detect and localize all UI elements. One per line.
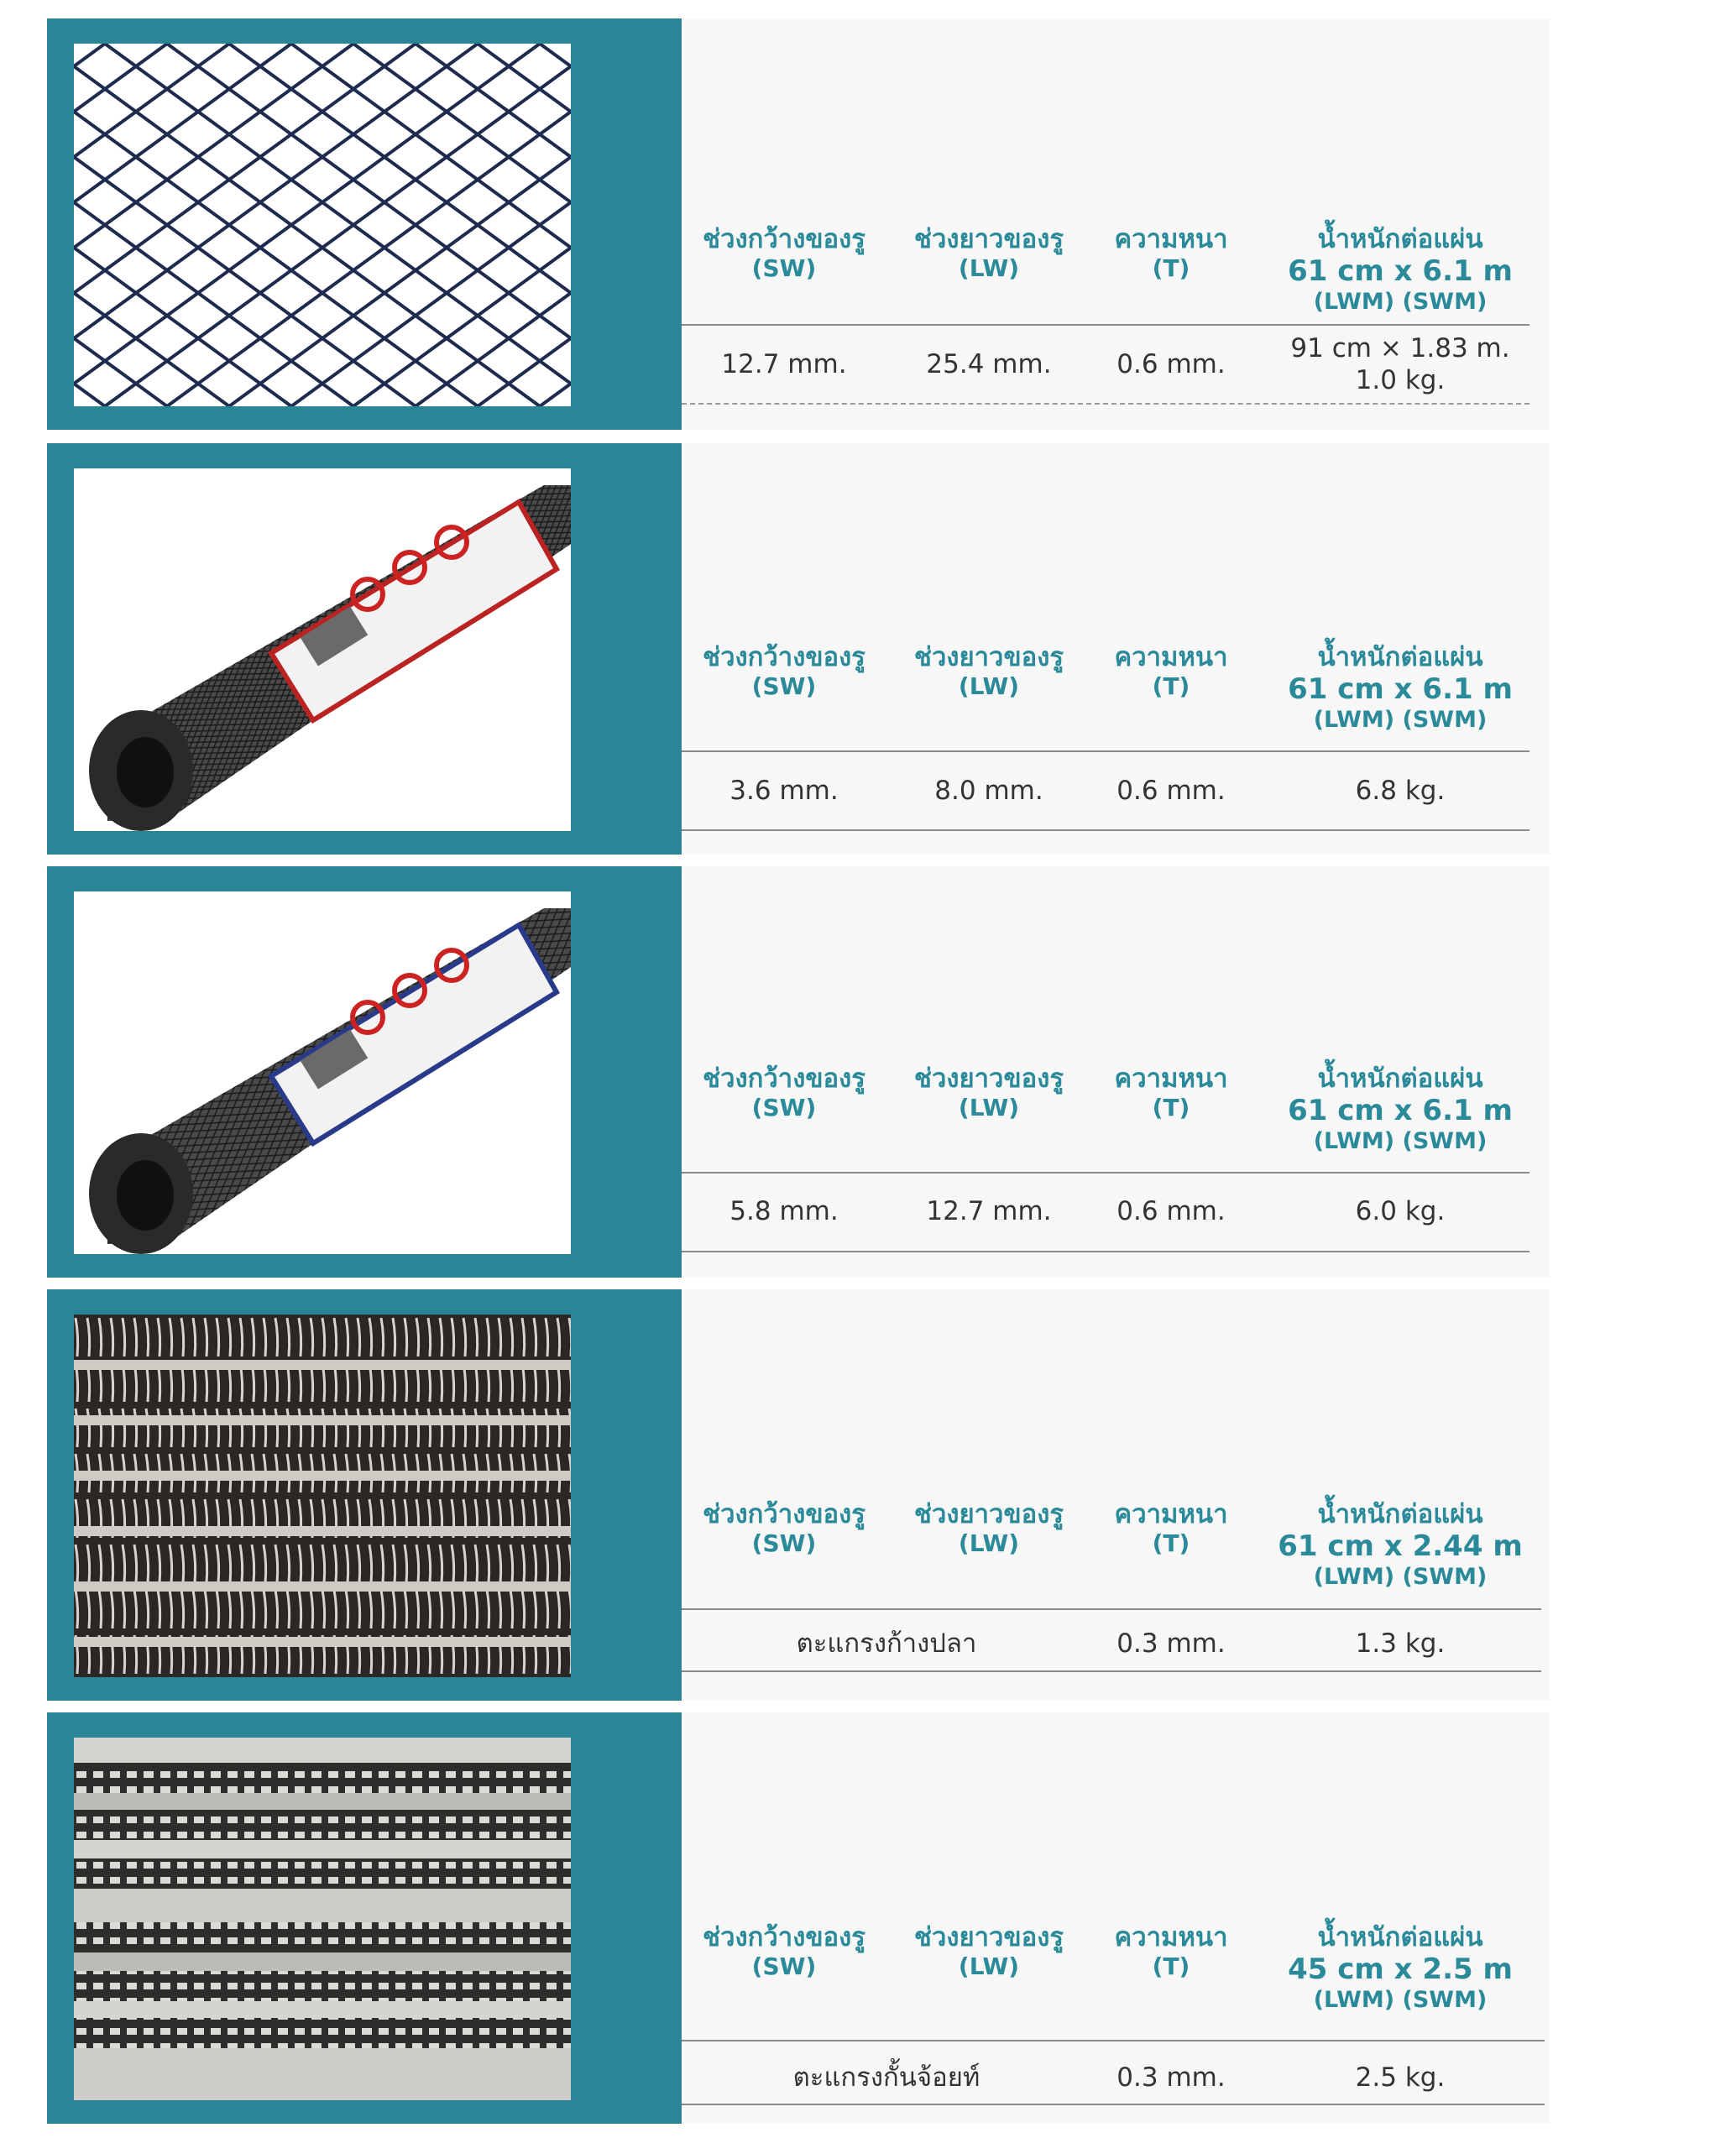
- value-thickness: 0.6 mm.: [1116, 349, 1226, 379]
- image-panel: [47, 1712, 682, 2124]
- header-thickness: ความหนา (T): [1114, 224, 1228, 282]
- image-panel: [47, 866, 682, 1278]
- value-lw: 8.0 mm.: [934, 776, 1043, 806]
- value-weight: 1.3 kg.: [1355, 1628, 1446, 1659]
- value-sw: 12.7 mm.: [721, 349, 847, 379]
- divider: [682, 324, 1529, 326]
- header-thickness: ความหนา (T): [1114, 642, 1228, 700]
- product-row-1: [47, 18, 1550, 430]
- header-weight: น้ำหนักต่อแผ่น 61 cm x 6.1 m (LWM) (SWM): [1288, 224, 1513, 315]
- header-weight: น้ำหนักต่อแผ่น 61 cm x 6.1 m (LWM) (SWM): [1288, 1064, 1513, 1154]
- header-sw: ช่วงกว้างของรู (SW): [703, 1922, 865, 1980]
- value-lw: 12.7 mm.: [926, 1196, 1052, 1226]
- header-sw: ช่วงกว้างของรู (SW): [703, 1064, 865, 1121]
- value-weight: 6.8 kg.: [1355, 776, 1446, 806]
- header-weight: น้ำหนักต่อแผ่น 45 cm x 2.5 m (LWM) (SWM): [1288, 1922, 1513, 2013]
- product-row-4: [47, 1289, 1550, 1701]
- mesh-roll-no268-image: [74, 468, 571, 831]
- spec-table: [682, 18, 1550, 430]
- value-thickness: 0.6 mm.: [1116, 776, 1226, 806]
- joint-lath-image: [74, 1738, 571, 2100]
- header-weight: น้ำหนักต่อแผ่น 61 cm x 2.44 m (LWM) (SWM): [1278, 1499, 1523, 1590]
- divider: [682, 1670, 1541, 1672]
- divider: [682, 1251, 1529, 1252]
- header-weight: น้ำหนักต่อแผ่น 61 cm x 6.1 m (LWM) (SWM): [1288, 642, 1513, 733]
- value-weight: 2.5 kg.: [1355, 2062, 1446, 2093]
- divider: [682, 2040, 1545, 2041]
- divider: [682, 2104, 1545, 2105]
- spec-table: [682, 866, 1550, 1278]
- header-lw: ช่วงยาวของรู (LW): [913, 1064, 1064, 1121]
- header-sw: ช่วงกว้างของรู (SW): [703, 224, 865, 282]
- image-panel: [47, 443, 682, 855]
- value-weight: 6.0 kg.: [1355, 1196, 1446, 1226]
- header-sw: ช่วงกว้างของรู (SW): [703, 1499, 865, 1557]
- value-thickness: 0.3 mm.: [1116, 2062, 1226, 2093]
- header-lw: ช่วงยาวของรู (LW): [913, 1499, 1064, 1557]
- spec-table: [682, 1289, 1550, 1701]
- image-panel: [47, 1289, 682, 1701]
- spec-table: [682, 443, 1550, 855]
- value-lw: 25.4 mm.: [926, 349, 1052, 379]
- product-row-5: [47, 1712, 1550, 2124]
- divider: [682, 403, 1529, 405]
- value-thickness: 0.3 mm.: [1116, 1628, 1226, 1659]
- diamond-mesh-image: [74, 44, 571, 406]
- value-weight: 91 cm × 1.83 m. 1.0 kg.: [1290, 333, 1510, 395]
- divider: [682, 750, 1529, 752]
- image-panel: [47, 18, 682, 430]
- product-row-2: [47, 443, 1550, 855]
- header-lw: ช่วงยาวของรู (LW): [913, 1922, 1064, 1980]
- value-sw: 3.6 mm.: [729, 776, 839, 806]
- header-lw: ช่วงยาวของรู (LW): [913, 642, 1064, 700]
- header-thickness: ความหนา (T): [1114, 1499, 1228, 1557]
- product-row-3: [47, 866, 1550, 1278]
- divider: [682, 1172, 1529, 1174]
- divider: [682, 1608, 1541, 1610]
- mesh-roll-no27-image: [74, 891, 571, 1254]
- header-sw: ช่วงกว้างของรู (SW): [703, 642, 865, 700]
- header-thickness: ความหนา (T): [1114, 1064, 1228, 1121]
- spec-table: [682, 1712, 1550, 2124]
- header-lw: ช่วงยาวของรู (LW): [913, 224, 1064, 282]
- value-product-name: ตะแกรงก้างปลา: [796, 1628, 977, 1659]
- header-thickness: ความหนา (T): [1114, 1922, 1228, 1980]
- value-sw: 5.8 mm.: [729, 1196, 839, 1226]
- value-product-name: ตะแกรงกั้นจ้อยท์: [792, 2062, 980, 2093]
- divider: [682, 829, 1529, 831]
- herringbone-lath-image: [74, 1315, 571, 1677]
- value-thickness: 0.6 mm.: [1116, 1196, 1226, 1226]
